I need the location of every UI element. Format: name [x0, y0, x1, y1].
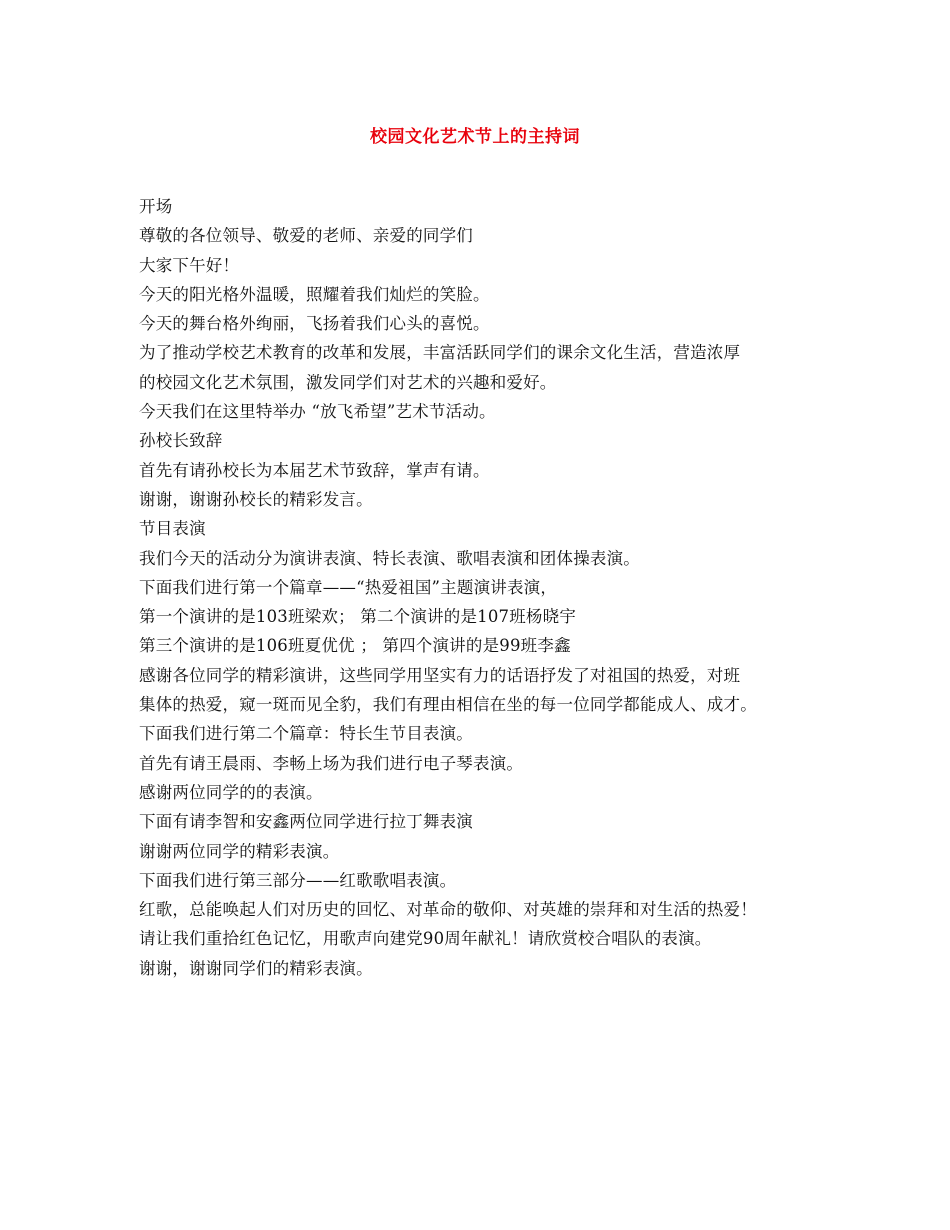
text-line: 下面我们进行第三部分——红歌歌唱表演。: [139, 870, 457, 890]
text-line: 下面我们进行第一个篇章——“热爱祖国”主题演讲表演，: [139, 577, 558, 597]
text-line: 谢谢两位同学的精彩表演。: [139, 841, 340, 861]
text-line: 我们今天的活动分为演讲表演、特长表演、歌唱表演和团体操表演。: [139, 548, 640, 568]
document-body: [139, 192, 829, 983]
text-line: 今天我们在这里特举办 “放飞希望”艺术节活动。: [139, 402, 496, 422]
document-title: 校园文化艺术节上的主持词: [370, 127, 580, 147]
text-line: 感谢各位同学的精彩演讲，这些同学用坚实有力的话语抒发了对祖国的热爱，对班: [139, 665, 741, 685]
text-line: 首先有请孙校长为本届艺术节致辞，掌声有请。: [139, 460, 490, 480]
text-line: 红歌，总能唤起人们对历史的回忆、对革命的敬仰、对英雄的崇拜和对生活的热爱！: [139, 900, 757, 920]
text-line: 谢谢，谢谢同学们的精彩表演。: [139, 958, 373, 978]
text-line: 集体的热爱，窥一斑而见全豹，我们有理由相信在坐的每一位同学都能成人、成才。: [139, 695, 757, 715]
text-line: 第一个演讲的是103班梁欢； 第二个演讲的是107班杨晓宇: [139, 607, 577, 627]
text-line: 节目表演: [139, 519, 206, 539]
text-line: 今天的阳光格外温暖，照耀着我们灿烂的笑脸。: [139, 284, 490, 304]
text-line: 尊敬的各位领导、敬爱的老师、亲爱的同学们: [139, 226, 473, 246]
text-line: 的校园文化艺术氛围，激发同学们对艺术的兴趣和爱好。: [139, 372, 557, 392]
text-line: 下面我们进行第二个篇章：特长生节目表演。: [139, 724, 473, 744]
text-line: 开场: [139, 197, 173, 216]
text-line: 大家下午好！: [139, 255, 240, 275]
text-line: 谢谢，谢谢孙校长的精彩发言。: [139, 489, 373, 509]
text-line: 首先有请王晨雨、李畅上场为我们进行电子琴表演。: [139, 753, 524, 773]
text-line: 为了推动学校艺术教育的改革和发展，丰富活跃同学们的课余文化生活，营造浓厚: [139, 343, 741, 363]
text-line: 下面有请李智和安鑫两位同学进行拉丁舞表演: [139, 812, 473, 832]
text-line: 感谢两位同学的的表演。: [139, 782, 323, 802]
text-line: 请让我们重拾红色记忆，用歌声向建党90周年献礼！请欣赏校合唱队的表演。: [139, 929, 712, 949]
text-line: 第三个演讲的是106班夏优优 ； 第四个演讲的是99班李鑫: [139, 636, 571, 656]
text-line: 今天的舞台格外绚丽，飞扬着我们心头的喜悦。: [139, 314, 490, 334]
text-line: 孙校长致辞: [139, 431, 223, 451]
